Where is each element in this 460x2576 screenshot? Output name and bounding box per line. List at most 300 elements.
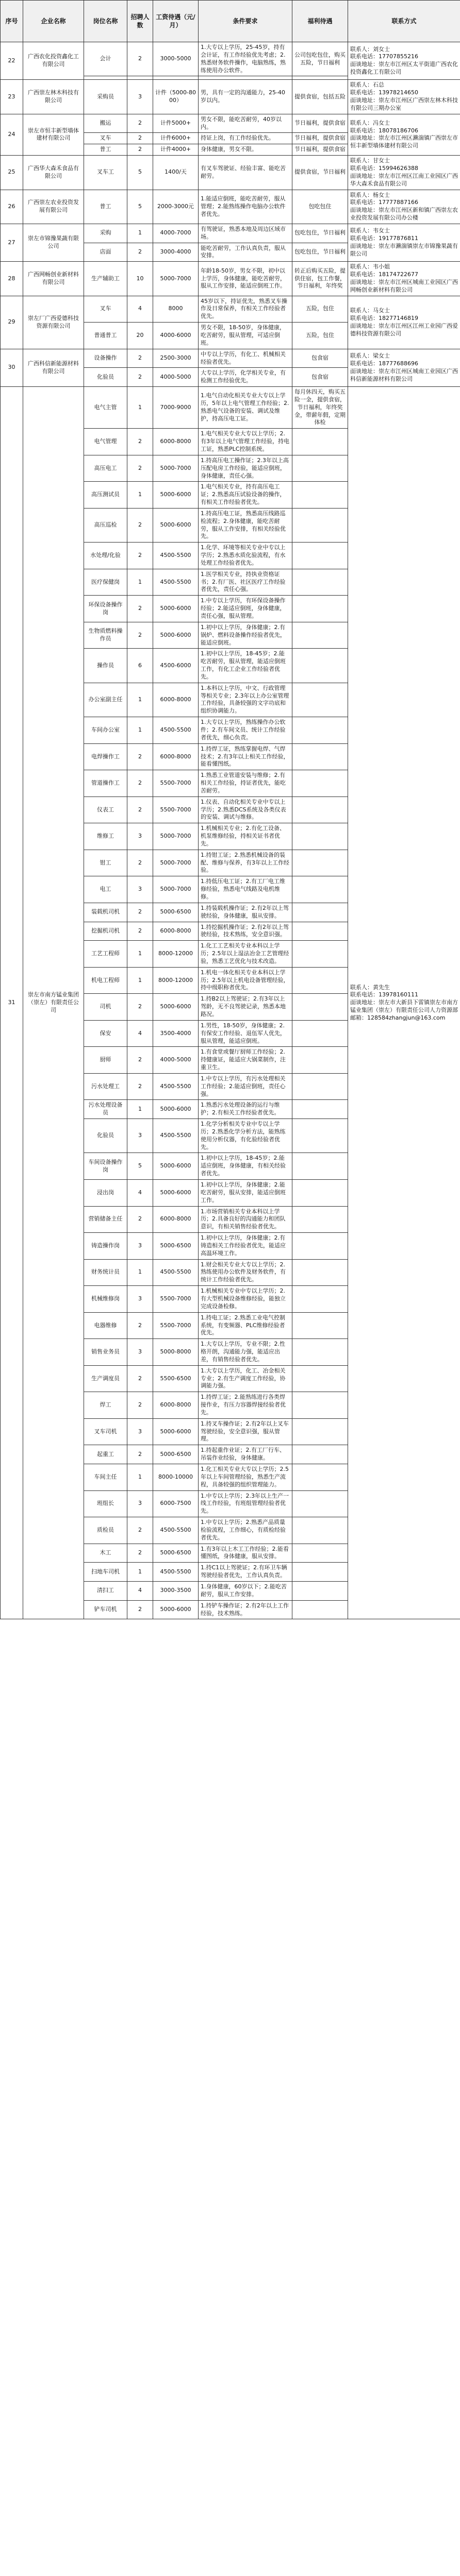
job-welfare [292,508,348,542]
job-requirement: 男女不限，18-50岁，身体健康，吃苦耐劳，服从管理，可适应倒班。 [199,323,292,349]
job-salary: 5000-6500 [153,1445,199,1464]
job-count: 1 [127,1563,153,1582]
job-salary: 8000 [153,296,199,323]
job-salary: 2000-3000元 [153,190,199,224]
contact-line: 联系人：石总 [350,81,384,89]
job-salary: 6000-8000 [153,922,199,941]
job-welfare: 节日福利，提供食宿 [292,144,348,156]
job-welfare [292,922,348,941]
job-salary: 4500-5500 [153,1073,199,1100]
job-position: 维修工 [84,823,127,850]
job-count: 2 [127,1312,153,1339]
company-seq: 23 [1,80,23,114]
job-welfare [292,994,348,1021]
job-count: 2 [127,42,153,76]
job-count: 3 [127,1119,153,1153]
job-count: 2 [127,622,153,649]
contact-line: 联系人：甘女士 [350,157,390,164]
job-count: 2 [127,1600,153,1619]
job-position: 司机 [84,994,127,1021]
job-welfare [292,1490,348,1517]
job-salary: 5500-7000 [153,1286,199,1313]
job-count: 2 [127,1047,153,1074]
job-salary: 7000-9000 [153,387,199,429]
job-welfare [292,1544,348,1563]
job-requirement: 能吃苦耐劳，工作认真负责，服从安排。 [199,243,292,262]
contact-line: 面谈地址：崇左市江州区江南工业园区广西华大森禾食品有限公司 [350,172,458,187]
job-count: 2 [127,770,153,797]
job-requirement: 中专以上学历，有化工、机械相关经验者优先。 [199,349,292,368]
company-contact [348,114,460,155]
job-position: 起重工 [84,1445,127,1464]
job-requirement: 1.初中以上学历，身体健康；2.有铸造相关工作经验者优先，能适应高温环境工作。 [199,1233,292,1260]
job-position: 高压巡检 [84,508,127,542]
job-position: 质检员 [84,1517,127,1544]
job-count: 2 [127,1445,153,1464]
job-salary: 5000-6000 [153,622,199,649]
job-count: 3 [127,823,153,850]
job-requirement: 1.大专以上学历，25-45岁，持有会计证，有工作经验优先考虑；2.熟悉财务软件操作，电脑熟练，熟练使用办公软件。 [199,42,292,76]
table-row [1,387,460,429]
job-requirement: 1.熟悉污水处理设备的运行与维护；2.有相关工作经验者优先。 [199,1100,292,1119]
job-requirement: 1.身体健康，60岁以下；2.能吃苦耐劳，服从工作安排。 [199,1581,292,1600]
job-salary: 6000-8000 [153,1206,199,1233]
job-count: 2 [127,1073,153,1100]
job-position: 焊工 [84,1392,127,1419]
job-salary: 5000-6000 [153,508,199,542]
job-requirement: 1.化工工艺相关专业本科以上学历；2.5年以上湿法冶金工艺管理经验，熟悉工艺优化与技术改造。 [199,941,292,968]
job-count: 1 [127,482,153,509]
job-count: 3 [127,80,153,114]
job-position: 仪表工 [84,796,127,823]
job-welfare: 包食宿 [292,368,348,387]
job-count: 5 [127,1153,153,1180]
job-salary: 4500-5500 [153,543,199,569]
company-name: 崇左市恒丰新型墙体建材有限公司 [23,114,84,155]
company-seq: 26 [1,190,23,224]
company-name: 崇左市南方锰业集团（崇左）有限责任公司 [23,387,84,1619]
company-name: 广西农化投资鑫化工有限公司 [23,42,84,80]
job-position: 钳工 [84,850,127,876]
contact-line: 面谈地址：崇左市江州区江州工业园广西爱德科技资源有限公司 [350,322,458,337]
company-name: 广西网畅创业新材料有限公司 [23,262,84,296]
job-count: 1 [127,717,153,744]
job-welfare: 提供食宿，节日福利 [292,156,348,190]
job-requirement: 1.本科以上学历，中文、行政管理等相关专业；2.3年以上办公室管理工作经验，具备较强的文字功底和组织协调能力。 [199,683,292,717]
job-salary: 4000-5000 [153,368,199,387]
job-welfare [292,876,348,903]
job-position: 销售业务员 [84,1339,127,1366]
contact-line: 邮箱：128584zhangjun@163.com [350,1014,446,1021]
job-position: 班组长 [84,1490,127,1517]
job-welfare [292,482,348,509]
contact-line: 联系电话：13978214650 [350,89,418,96]
job-requirement: 1.能适应倒班，能吃苦耐劳，服从管理；2.能熟练操作电脑办公软件者优先。 [199,190,292,224]
job-salary: 5000-6500 [153,1233,199,1260]
job-welfare [292,1100,348,1119]
header-position: 岗位名称 [84,1,127,42]
job-requirement: 1.持叉车操作证；2.有2年以上叉车驾驶经验，安全意识强，服从管理。 [199,1418,292,1445]
job-count: 3 [127,1339,153,1366]
job-count: 2 [127,243,153,262]
job-requirement: 1.电气相关专业，持有高压电工证；2.熟悉高压试验设备的操作，有相关工作经验者优先。 [199,482,292,509]
job-welfare [292,1392,348,1419]
job-salary: 6000-7500 [153,1490,199,1517]
company-contact [348,224,460,261]
job-position: 清扫工 [84,1581,127,1600]
job-position: 铲车司机 [84,1600,127,1619]
job-salary: 4500-5500 [153,1563,199,1582]
header-count: 招聘人数 [127,1,153,42]
job-salary: 3000-5000 [153,42,199,76]
job-welfare [292,850,348,876]
job-requirement: 1.持挖掘机操作证；2.有2年以上驾驶经验，技术熟练，安全意识强。 [199,922,292,941]
job-position: 工艺工程师 [84,941,127,968]
job-requirement: 1.持起重作业证；2.有工厂行车、吊装作业经验，身体健康。 [199,1445,292,1464]
company-contact [348,80,460,114]
job-welfare: 提供食宿，包括五险 [292,80,348,114]
job-position: 污水处理工 [84,1073,127,1100]
job-salary: 4500-5500 [153,717,199,744]
header-seq: 序号 [1,1,23,42]
company-seq: 25 [1,156,23,190]
job-salary: 3000-4000 [153,243,199,262]
job-requirement: 1.医学相关专业，持执业资格证书；2.有厂医、社区医疗工作经验者优先，责任心强。 [199,569,292,596]
job-count: 2 [127,1544,153,1563]
job-requirement: 1.电气自动化相关专业大专以上学历，5年以上电气管理工作经验；2.熟悉电气设备的安装、调试及维护，持高压电工证。 [199,387,292,429]
job-requirement: 1.机械相关专业中专以上学历；2.有大型机械设备维修经验，能独立完成设备检修。 [199,1286,292,1313]
job-position: 污水处理设备员 [84,1100,127,1119]
job-count: 20 [127,323,153,349]
job-welfare: 包吃包住，节日福利 [292,243,348,262]
job-welfare [292,796,348,823]
job-position: 木工 [84,1544,127,1563]
company-seq: 27 [1,224,23,261]
job-requirement: 1.仪表、自动化相关专业中专以上学历；2.熟悉DCS系统及各类仪表的安装、调试与维修。 [199,796,292,823]
job-position: 医疗保健岗 [84,569,127,596]
job-position: 化验员 [84,1119,127,1153]
job-welfare [292,1206,348,1233]
job-salary: 5000-6000 [153,596,199,622]
job-salary: 5500-7000 [153,770,199,797]
job-requirement: 有驾驶证，熟悉本地及周边区域市场。 [199,224,292,243]
job-requirement: 男，具有一定的沟通能力，25-40岁以内。 [199,80,292,114]
job-position: 店面 [84,243,127,262]
job-position: 装载机司机 [84,903,127,922]
job-requirement: 1.中专以上学历，有环保设备操作经验；2.能适应倒班，身体健康，责任心强，服从管理。 [199,596,292,622]
job-count: 2 [127,994,153,1021]
job-position: 浸出岗 [84,1180,127,1207]
job-salary: 4500-5500 [153,1517,199,1544]
job-count: 2 [127,1365,153,1392]
job-salary: 5000-6000 [153,994,199,1021]
job-requirement: 男女不限，能吃苦耐劳，40岁以内。 [199,114,292,133]
job-position: 扫地车司机 [84,1563,127,1582]
contact-line: 联系电话：17707855216 [350,53,418,60]
job-count: 2 [127,850,153,876]
job-requirement: 1.初中以上学历，身体健康；2.能吃苦耐劳，服从安排，能适应倒班工作。 [199,1180,292,1207]
job-salary: 3500-4000 [153,1020,199,1047]
job-count: 1 [127,569,153,596]
job-count: 4 [127,1020,153,1047]
job-position: 机电工程师 [84,967,127,994]
job-salary: 5000-6500 [153,1544,199,1563]
table-row [1,80,460,114]
job-count: 6 [127,649,153,683]
table-header-row [1,1,460,42]
job-count: 1 [127,1464,153,1491]
contact-line: 面谈地址：崇左市濑湍镇崇左市锦豫果蔬有限公司 [350,243,458,257]
job-position: 管道操作工 [84,770,127,797]
job-salary: 8000-12000 [153,941,199,968]
contact-line: 联系人：刘女士 [350,45,390,53]
job-welfare: 公司包吃包住，购买五险，节日福利 [292,42,348,76]
job-position: 叉车司机 [84,1418,127,1445]
table-row [1,224,460,243]
job-requirement: 年龄18-50岁，男女不限，初中以上学历，身体健康，能吃苦耐劳，服从工作安排，能适应倒班工作。 [199,262,292,296]
job-salary [153,76,199,80]
job-position: 高压电工 [84,455,127,482]
job-count: 3 [127,1286,153,1313]
job-count: 2 [127,1206,153,1233]
job-position: 水处理/化验 [84,543,127,569]
job-requirement: 1.持钳工证；2.熟悉机械设备的装配、维修与保养，有3年以上工作经验。 [199,850,292,876]
job-salary: 5500-7000 [153,1312,199,1339]
job-requirement: 1.有食堂或餐厅厨师工作经验；2.持健康证，能适应大锅菜制作，注重卫生。 [199,1047,292,1074]
job-count: 2 [127,543,153,569]
job-welfare [292,429,348,455]
job-position: 采购员 [84,80,127,114]
job-count: 1 [127,967,153,994]
job-count: 10 [127,262,153,296]
contact-line: 面谈地址：崇左市江州区广西崇左林木科技有限公司三期办公室 [350,97,458,111]
job-salary: 5000-7000 [153,823,199,850]
contact-line: 联系人：冯女士 [350,119,390,126]
job-count: 1 [127,224,153,243]
job-count: 1 [127,941,153,968]
job-salary: 5500-7000 [153,796,199,823]
job-count: 4 [127,1581,153,1600]
header-salary: 工资待遇（元/月） [153,1,199,42]
job-requirement: 1.有3年以上木工工作经验；2.能看懂图纸，身体健康，服从安排。 [199,1544,292,1563]
table-row [1,190,460,224]
job-welfare [292,1581,348,1600]
job-requirement: 1.持C1以上驾驶证；2.有环卫车辆驾驶经验者优先，工作认真负责。 [199,1563,292,1582]
job-welfare [292,1312,348,1339]
job-position: 操作员 [84,649,127,683]
job-position: 电工 [84,876,127,903]
company-contact [348,190,460,224]
job-requirement: 1.持铲车操作证；2.有2年以上工作经验，技术熟练。 [199,1600,292,1619]
job-welfare [292,1418,348,1445]
job-position: 高压测试员 [84,482,127,509]
job-welfare [292,1119,348,1153]
job-count: 2 [127,796,153,823]
job-requirement: 1.持焊工证；2.能熟练进行各类焊接作业，有压力容器焊接经验者优先。 [199,1392,292,1419]
job-salary: 4000-6000 [153,323,199,349]
job-requirement: 1.大专以上学历，熟练操作办公软件；2.有车间文员、统计工作经验者优先，细心负责。 [199,717,292,744]
job-position: 办公室副主任 [84,683,127,717]
job-requirement: 1.化学、环境等相关专业中专以上学历；2.熟悉水质化验流程，有水处理工作经验者优先。 [199,543,292,569]
table-row [1,296,460,323]
job-position: 普通普工 [84,323,127,349]
job-count [127,76,153,80]
company-contact [348,296,460,349]
job-position: 保安 [84,1020,127,1047]
job-welfare [292,649,348,683]
job-position: 机械维修岗 [84,1286,127,1313]
contact-line: 联系电话：15994626388 [350,164,418,172]
contact-line: 联系人：黄先生 [350,984,390,991]
job-requirement: 1.持装载机操作证；2.有2年以上驾驶经验，身体健康，服从安排。 [199,903,292,922]
job-position: 生物质燃料操作员 [84,622,127,649]
company-seq: 31 [1,387,23,1619]
company-contact [348,156,460,190]
job-requirement: 1.持低压电工证；2.有工厂电工维修经验，熟悉电气线路及电机维修。 [199,876,292,903]
job-position: 车间办公室 [84,717,127,744]
job-salary: 5000-7000 [153,876,199,903]
job-welfare [292,967,348,994]
contact-line: 联系电话：18078186706 [350,127,418,134]
job-count: 2 [127,455,153,482]
job-count: 2 [127,133,153,144]
job-requirement: 1.中专以上学历，有污水处理相关工作经验；2.能适应倒班，责任心强。 [199,1073,292,1100]
company-seq: 29 [1,296,23,349]
contact-line: 面谈地址：崇左市江州区濑湍镇广西崇左市恒丰新型墙体建材有限公司 [350,134,458,149]
job-count: 2 [127,349,153,368]
job-salary: 5000-6000 [153,1600,199,1619]
company-name: 广西科信新能源材料有限公司 [23,349,84,386]
job-welfare: 包食宿 [292,349,348,368]
job-welfare [292,941,348,968]
job-salary: 4500-6000 [153,649,199,683]
job-salary: 6000-8000 [153,1392,199,1419]
job-requirement: 1.大专以上学历，专业不限；2.性格开朗，沟通能力强，能适应出差，有销售经验者优先。 [199,1339,292,1366]
table-row [1,349,460,368]
job-position: 电焊操作工 [84,743,127,770]
job-welfare [292,1020,348,1047]
contact-line: 联系电话：18277146819 [350,314,418,321]
job-salary: 计件4000+ [153,144,199,156]
job-requirement: 1.初中以上学历，18-45岁；2.能吃苦耐劳，服从管理，能适应倒班工作，有化工企业工作经验者优先。 [199,649,292,683]
contact-line: 联系电话：18777688696 [350,360,418,367]
job-welfare: 五险，包住 [292,296,348,323]
job-requirement: 1.机械相关专业；2.有化工设备、机泵维修经验，持相关证书者优先。 [199,823,292,850]
job-salary: 计件6000+ [153,133,199,144]
job-position: 搬运 [84,114,127,133]
job-position: 叉车 [84,133,127,144]
job-position: 叉车工 [84,156,127,190]
company-contact [348,349,460,386]
job-count: 2 [127,144,153,156]
header-contact: 联系方式 [348,1,460,42]
job-salary: 8000-10000 [153,1464,199,1491]
company-seq: 30 [1,349,23,386]
job-welfare [292,1180,348,1207]
job-welfare [292,1153,348,1180]
job-count: 2 [127,922,153,941]
job-salary: 4500-5500 [153,1259,199,1286]
job-welfare: 五险，包住 [292,323,348,349]
contact-line: 联系人：杨女士 [350,191,390,198]
job-salary: 计件5000+ [153,114,199,133]
company-name: 广西崇左农业投资发展有限公司 [23,190,84,224]
job-requirement: 1.持高压电工证，熟悉高压线路巡检流程；2.身体健康，能吃苦耐劳，服从工作安排，有相关经验优先。 [199,508,292,542]
company-name: 崇左厂广西爱德科技资源有限公司 [23,296,84,349]
job-position: 会计 [84,42,127,76]
job-welfare [292,1233,348,1260]
job-count: 4 [127,1180,153,1207]
contact-line: 面谈地址：崇左市江州区城南工业园区广西科信新能源材料有限公司 [350,367,458,382]
job-position [84,76,127,80]
job-salary: 6000-8000 [153,683,199,717]
job-requirement: 1.持电工证；2.熟悉工业电气控制系统，有变频器、PLC维修经验者优先。 [199,1312,292,1339]
job-count: 5 [127,156,153,190]
job-salary: 5000-6000 [153,482,199,509]
job-welfare [292,76,348,80]
job-welfare [292,1047,348,1074]
job-salary: 4000-7000 [153,224,199,243]
job-position: 采购 [84,224,127,243]
job-welfare: 包吃包住，节日福利 [292,224,348,243]
job-count: 3 [127,876,153,903]
job-count: 2 [127,429,153,455]
job-welfare [292,543,348,569]
job-count: 1 [127,1259,153,1286]
job-requirement: 身体健康，男女不限。 [199,144,292,156]
job-count: 1 [127,1100,153,1119]
job-position: 车间设备操作岗 [84,1153,127,1180]
job-welfare [292,569,348,596]
job-count: 3 [127,1233,153,1260]
job-requirement: 1.初中以上学历，身体健康；2.有锅炉、燃料设备操作经验者优先，能适应倒班。 [199,622,292,649]
job-salary: 8000-12000 [153,967,199,994]
job-salary: 5500-6500 [153,1365,199,1392]
job-position: 化验员 [84,368,127,387]
job-requirement: 1.财会相关专业大专以上学历；2.熟练使用办公软件及财务软件，有统计工作经验者优先。 [199,1259,292,1286]
job-salary: 5000-6000 [153,1180,199,1207]
job-salary: 4500-5500 [153,1119,199,1153]
header-requirement: 条件要求 [199,1,292,42]
job-requirement: 1.中专以上学历；2.3年以上生产一线工作经验，有班组管理经验者优先。 [199,1490,292,1517]
job-salary: 6000-8000 [153,429,199,455]
job-position: 普工 [84,144,127,156]
job-position: 铸造操作岗 [84,1233,127,1260]
job-salary: 5000-8000 [153,1339,199,1366]
job-welfare [292,1286,348,1313]
job-position: 电气主管 [84,387,127,429]
contact-line: 联系人：韦女士 [350,227,390,234]
job-requirement: 1.大专以上学历，化工、冶金相关专业；2.有生产调度工作经验，协调能力强。 [199,1365,292,1392]
job-welfare [292,823,348,850]
company-name: 广西华大森禾食品有限公司 [23,156,84,190]
job-position: 设备操作 [84,349,127,368]
header-welfare: 福利待遇 [292,1,348,42]
job-welfare [292,1600,348,1619]
contact-line: 联系电话：18174722677 [350,271,418,278]
job-requirement: 1.持焊工证，熟练掌握电焊、气焊技术；2.有3年以上相关工作经验，能看懂图纸。 [199,743,292,770]
job-count: 2 [127,1392,153,1419]
job-requirement: 1.化工相关专业大专以上学历；2.5年以上车间管理经验，熟悉生产流程，具备较强的组织管理能力。 [199,1464,292,1491]
job-requirement: 1.电气相关专业大专以上学历；2.有3年以上电气管理工作经验，持电工证，熟悉PLC控制系统。 [199,429,292,455]
contact-line: 联系电话：13978160111 [350,991,418,998]
job-welfare [292,1563,348,1582]
table-row [1,156,460,190]
table-row [1,114,460,133]
job-count: 2 [127,1517,153,1544]
job-position: 环保设备操作岗 [84,596,127,622]
job-welfare [292,743,348,770]
